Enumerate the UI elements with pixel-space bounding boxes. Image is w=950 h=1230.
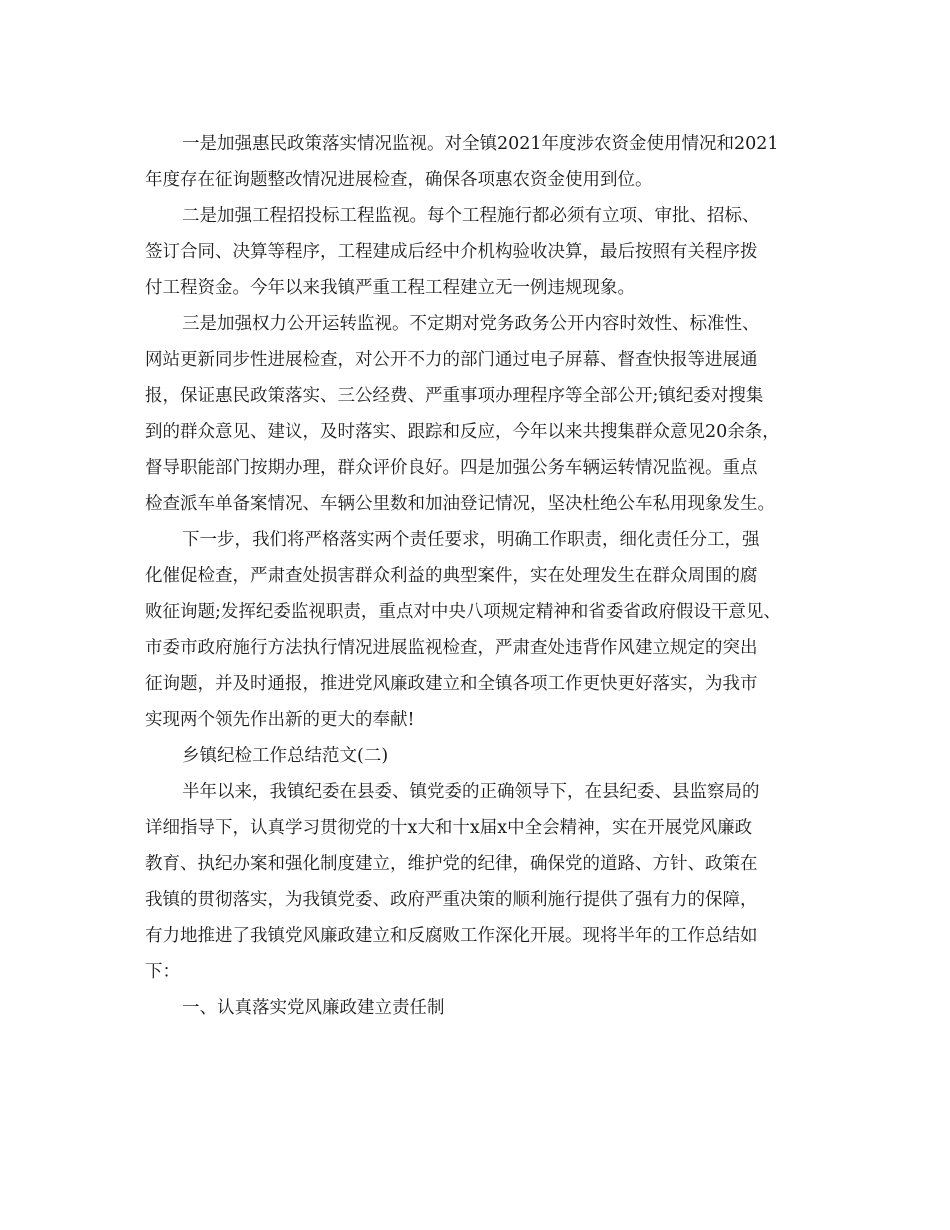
text-line: 下： <box>145 962 180 982</box>
text-line: 网站更新同步性进展检查，对公开不力的部门通过电子屏幕、督查快报等进展通 <box>145 350 758 370</box>
text-line: 化催促检查，严肃查处损害群众利益的典型案件，实在处理发生在群众周围的腐 <box>145 566 758 586</box>
text-line: 征询题，并及时通报，推进党风廉政建立和全镇各项工作更快更好落实，为我市 <box>145 674 758 694</box>
text-line: 三是加强权力公开运转监视。不定期对党务政务公开内容时效性、标准性、 <box>182 314 760 334</box>
text-line: 督导职能部门按期办理，群众评价良好。四是加强公务车辆运转情况监视。重点 <box>145 458 758 478</box>
text-line: 下一步，我们将严格落实两个责任要求，明确工作职责，细化责任分工，强 <box>182 530 760 550</box>
text-line: 报，保证惠民政策落实、三公经费、严重事项办理程序等全部公开;镇纪委对搜集 <box>145 386 764 406</box>
text-line: 年度存在征询题整改情况进展检查，确保各项惠农资金使用到位。 <box>145 170 653 190</box>
text-line: 一是加强惠民政策落实情况监视。对全镇2021年度涉农资金使用情况和2021 <box>182 134 779 154</box>
section-heading: 乡镇纪检工作总结范文(二) <box>182 746 389 766</box>
text-line: 市委市政府施行方法执行情况进展监视检查，严肃查处违背作风建立规定的突出 <box>145 638 758 658</box>
text-line: 有力地推进了我镇党风廉政建立和反腐败工作深化开展。现将半年的工作总结如 <box>145 926 758 946</box>
text-line: 签订合同、决算等程序，工程建成后经中介机构验收决算，最后按照有关程序拨 <box>145 242 758 262</box>
text-line: 检查派车单备案情况、车辆公里数和加油登记情况，坚决杜绝公车私用现象发生。 <box>145 494 775 514</box>
section-heading: 一、认真落实党风廉政建立责任制 <box>182 998 445 1018</box>
text-line: 详细指导下，认真学习贯彻党的十x大和十x届x中全会精神，实在开展党风廉政 <box>145 818 753 838</box>
text-line: 败征询题;发挥纪委监视职责，重点对中央八项规定精神和省委省政府假设干意见、 <box>145 602 781 622</box>
text-line: 半年以来，我镇纪委在县委、镇党委的正确领导下，在县纪委、县监察局的 <box>182 782 760 802</box>
text-line: 实现两个领先作出新的更大的奉献! <box>145 710 415 730</box>
text-line: 付工程资金。今年以来我镇严重工程工程建立无一例违规现象。 <box>145 278 635 298</box>
text-line: 二是加强工程招投标工程监视。每个工程施行都必须有立项、审批、招标、 <box>182 206 760 226</box>
text-line: 教育、执纪办案和强化制度建立，维护党的纪律，确保党的道路、方针、政策在 <box>145 854 758 874</box>
text-line: 我镇的贯彻落实，为我镇党委、政府严重决策的顺利施行提供了强有力的保障， <box>145 890 758 910</box>
text-line: 到的群众意见、建议，及时落实、跟踪和反应，今年以来共搜集群众意见20余条， <box>145 422 780 442</box>
